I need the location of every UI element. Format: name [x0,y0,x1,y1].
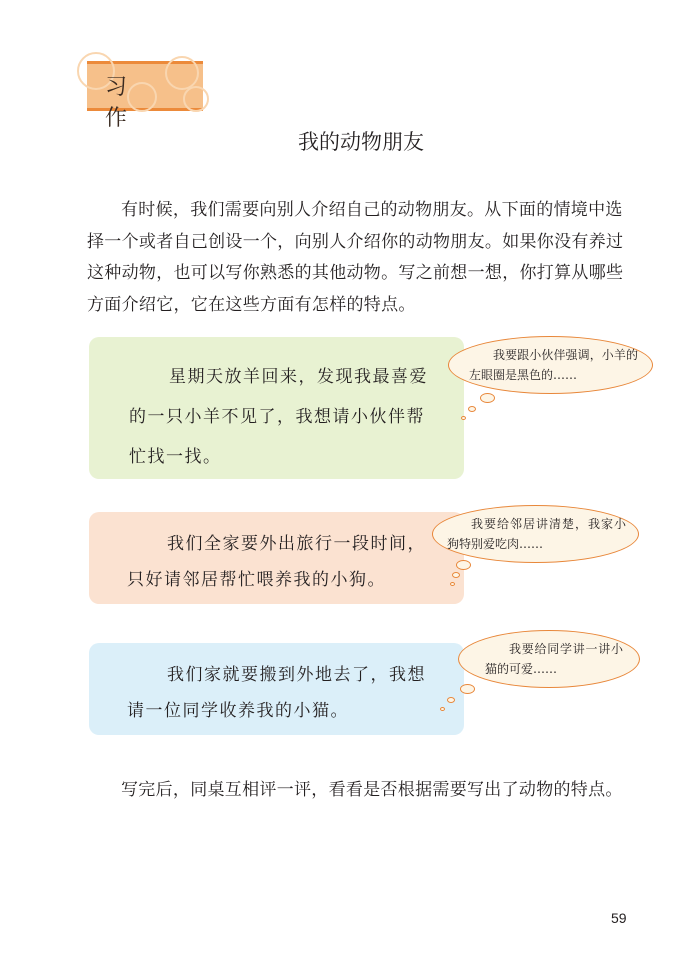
scenario-text: 我们全家要外出旅行一段时间，只好请邻居帮忙喂养我的小狗。 [127,534,426,590]
scenario-text: 星期天放羊回来，发现我最喜爱的一只小羊不见了，我想请小伙伴帮忙找一找。 [129,367,428,467]
bubble-dot [460,684,475,694]
section-label: 习 作 [105,75,150,131]
scenario-card-sheep [89,337,464,479]
page-number: 59 [611,910,627,926]
bubble-dot [456,560,471,570]
bubble-dot [450,582,455,586]
bubble-dot [452,572,460,578]
bubble-dot [447,697,455,703]
bubble-dot [468,406,476,412]
thought-bubble [432,505,639,563]
closing-paragraph: 写完后，同桌互相评一评，看看是否根据需要写出了动物的特点。 [121,780,623,800]
thought-bubble-text: 我要给同学讲一讲小猫的可爱…… [485,642,623,676]
page-title: 我的动物朋友 [298,130,424,154]
bubble-dot [461,416,466,420]
thought-bubble-text: 我要跟小伙伴强调，小羊的左眼圈是黑色的…… [469,348,638,382]
bubble-dot [440,707,445,711]
intro-paragraph: 有时候，我们需要向别人介绍自己的动物朋友。从下面的情境中选择一个或者自己创设一个，向别人介绍你的动物朋友。如果你没有养过这种动物，也可以写你熟悉的其他动物。写之前想一想，你打算从哪些方面介绍它，它在这些方面有怎样的特点。 [87,200,624,315]
scenario-card-cat [89,643,464,735]
scenario-card-dog [89,512,464,604]
scenario-text: 我们家就要搬到外地去了，我想请一位同学收养我的小猫。 [127,665,426,721]
bubble-dot [480,393,495,403]
thought-bubble [458,630,640,688]
section-header-band [87,61,203,131]
thought-bubble [448,336,653,394]
thought-bubble-text: 我要给邻居讲清楚，我家小狗特别爱吃肉…… [447,517,626,551]
